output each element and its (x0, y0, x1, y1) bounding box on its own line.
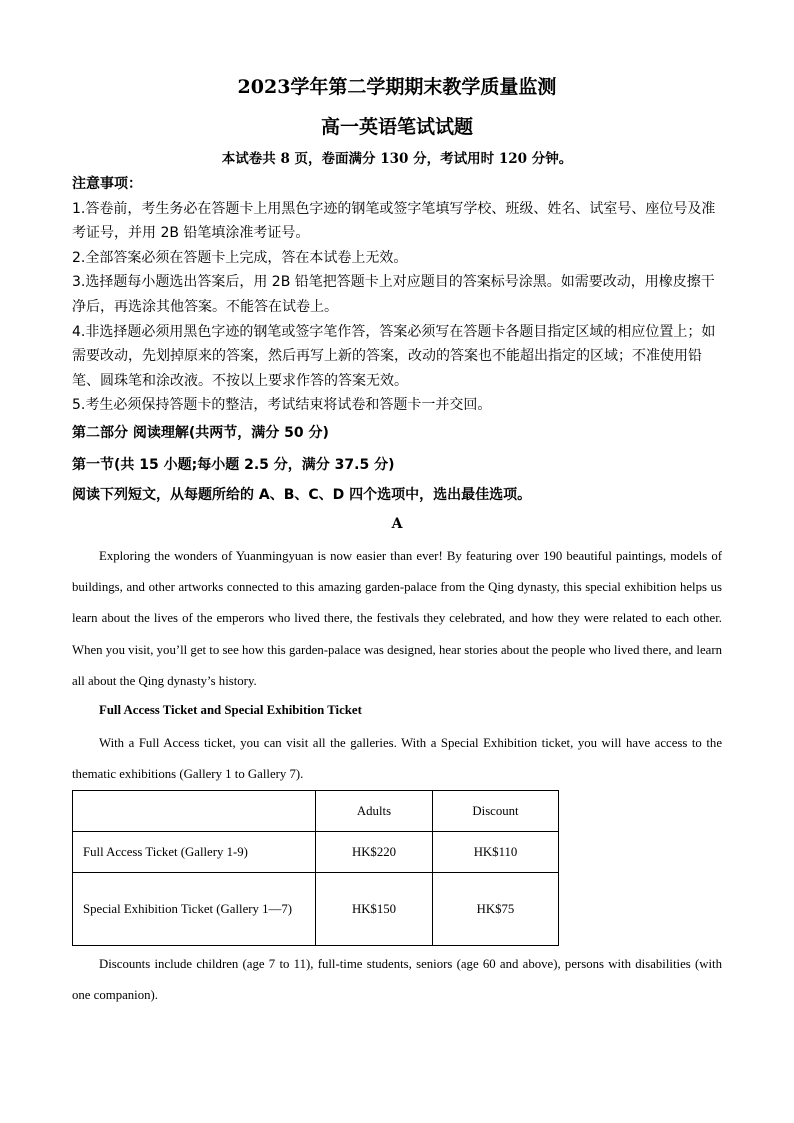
section-instruction: 阅读下列短文，从每题所给的 A、B、C、D 四个选项中，选出最佳选项。 (72, 487, 532, 503)
table-cell-empty (73, 791, 316, 832)
passage-paragraph-2 (72, 728, 722, 790)
table-row (73, 873, 559, 946)
exam-subtitle: 高一英语笔试试题 (320, 116, 473, 138)
notes-block (72, 172, 722, 418)
passage-paragraph-3 (72, 949, 722, 1011)
table-row (73, 832, 559, 873)
table-cell-adult-price: HK$220 (316, 832, 433, 873)
table-cell-ticket-type: Full Access Ticket (Gallery 1-9) (73, 832, 316, 873)
table-cell-adult-price: HK$150 (316, 873, 433, 946)
passage-paragraph-1 (72, 541, 722, 697)
passage-paragraph-1-text: Exploring the wonders of Yuanmingyuan is now easier than ever! By featuring over 190 beautiful paintings, models of buildings, and other artworks connected to this amazing garden-palace from the Qing dynasty, this special exhibition helps us learn about the lives of the emperors who lived there, the festivals they celebrated, and how they were related to each other. When you visit, you’ll get to see how this garden-palace was designed, hear stories about the people who lived there, and learn all about the Qing dynasty’s history. (72, 549, 722, 688)
part-title: 第二部分 阅读理解(共两节，满分 50 分) (72, 425, 329, 441)
exam-title: 2023学年第二学期期末教学质量监测 (237, 76, 557, 98)
note-item-2: 2.全部答案必须在答题卡上完成，答在本试卷上无效。 (72, 249, 408, 266)
passage-subheading: Full Access Ticket and Special Exhibition Ticket (99, 703, 362, 717)
passage-paragraph-2-text: With a Full Access ticket, you can visit all the galleries. With a Special Exhibition ticket, you will have access to the thematic exhibitions (Gallery 1 to Gallery 7). (72, 736, 722, 782)
table-cell-discount-price: HK$110 (433, 832, 559, 873)
ticket-price-table (72, 790, 559, 946)
table-header-adults: Adults (316, 791, 433, 832)
exam-info: 本试卷共 8 页，卷面满分 130 分，考试用时 120 分钟。 (221, 151, 573, 167)
note-item-1: 1.答卷前，考生务必在答题卡上用黑色字迹的钢笔或签字笔填写学校、班级、姓名、试室号、座位号及准考证号，并用 2B 铅笔填涂准考证号。 (72, 200, 716, 242)
note-item-5: 5.考生必须保持答题卡的整洁，考试结束将试卷和答题卡一并交回。 (72, 397, 492, 414)
notes-heading: 注意事项： (72, 176, 142, 192)
table-cell-ticket-type: Special Exhibition Ticket (Gallery 1—7) (73, 873, 316, 946)
passage-paragraph-3-text: Discounts include children (age 7 to 11), full-time students, seniors (age 60 and above), persons with disabilities (with one companion). (72, 957, 722, 1003)
note-item-3: 3.选择题每小题选出答案后，用 2B 铅笔把答题卡上对应题目的答案标号涂黑。如需要改动，用橡皮擦干净后，再选涂其他答案。不能答在试卷上。 (72, 274, 715, 315)
section-title: 第一节(共 15 小题;每小题 2.5 分，满分 37.5 分) (72, 457, 395, 473)
note-item-4: 4.非选择题必须用黑色字迹的钢笔或签字笔作答，答案必须写在答题卡各题目指定区域的相应位置上；如需要改动，先划掉原来的答案，然后再写上新的答案，改动的答案也不能超出指定的区域；不准使用铅笔、圆珠笔和涂改液。不按以上要求作答的答案无效。 (72, 323, 716, 389)
passage-label: A (391, 516, 403, 532)
table-header-discount: Discount (433, 791, 559, 832)
table-header-row (73, 791, 559, 832)
table-cell-discount-price: HK$75 (433, 873, 559, 946)
